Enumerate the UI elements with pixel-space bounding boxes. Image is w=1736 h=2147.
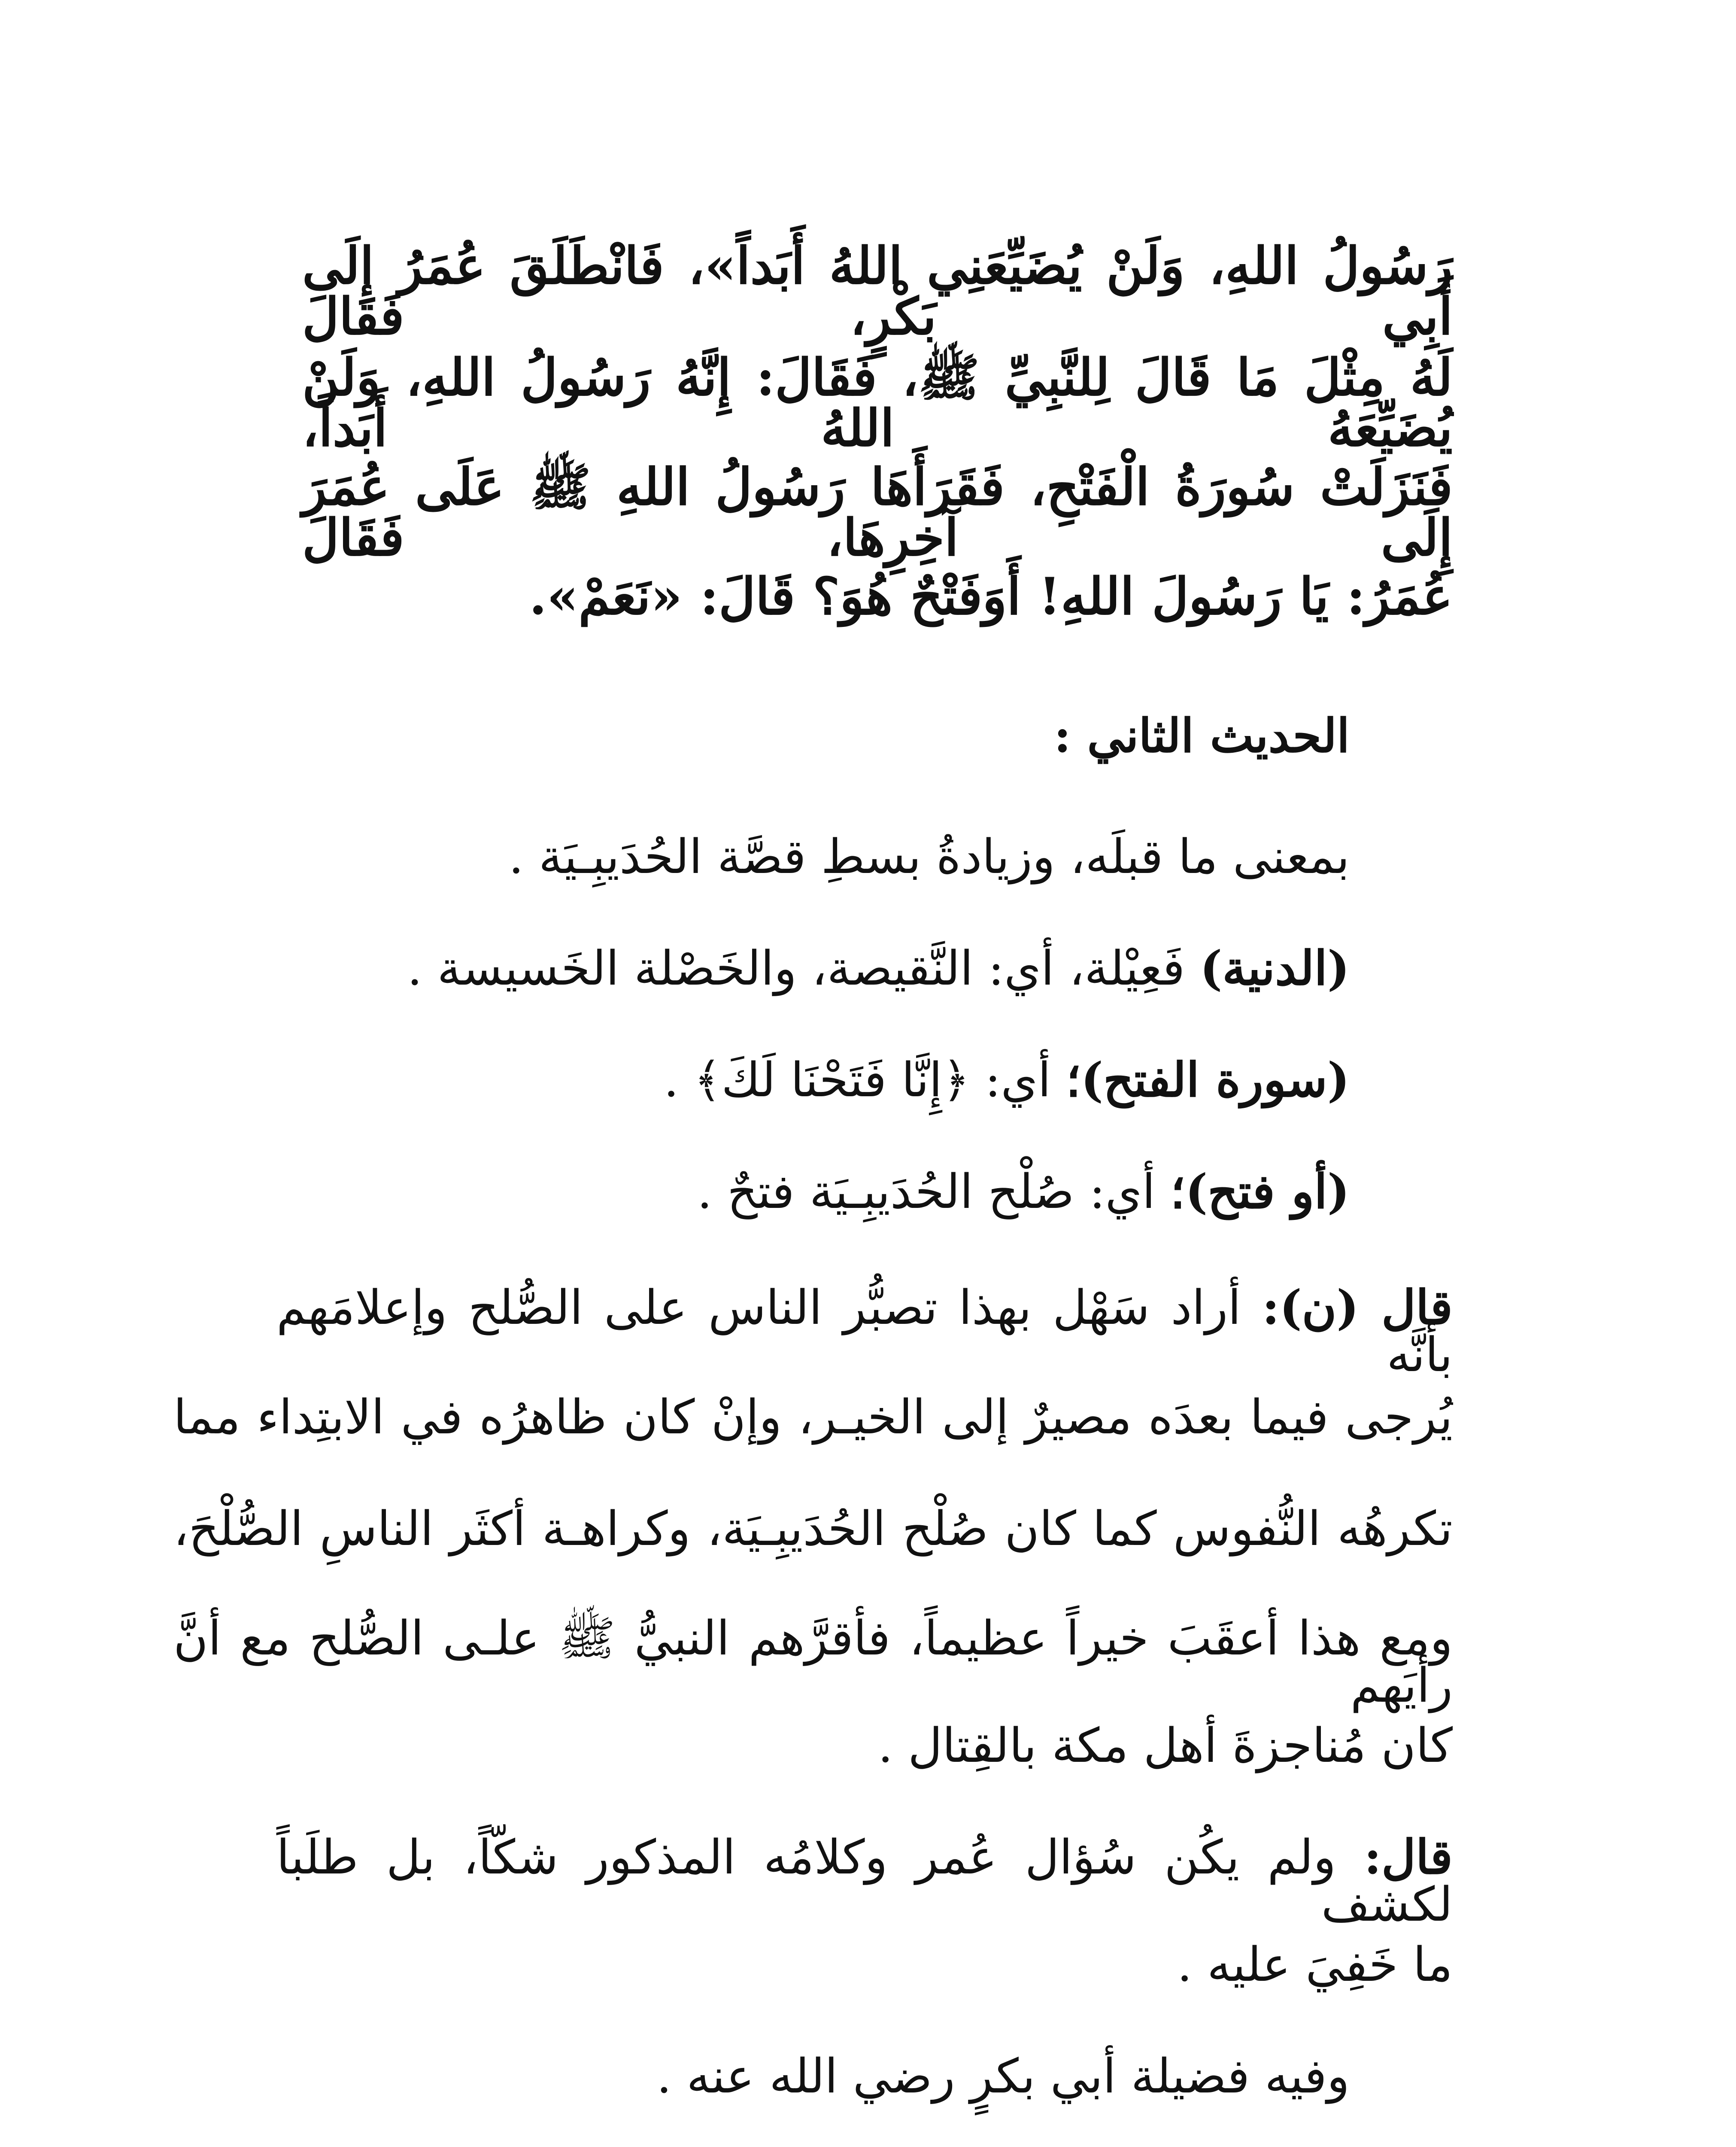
commentary-n-line-2: يُرجى فيما بعدَه مصيرٌ إلى الخيـر، وإنْ كان ظاهرُه في الابتِداء مما	[173, 1390, 1453, 1445]
section-heading: الحديث الثاني :	[1054, 709, 1350, 763]
gloss-surat-alfath	[664, 1052, 1350, 1107]
gloss-term: (الدنية)	[1200, 940, 1350, 996]
commentary-n-line-5: كان مُناجزةَ أهل مكة بالقِتال .	[878, 1718, 1453, 1773]
hadith-line-4: عُمَرُ: يَا رَسُولَ اللهِ! أَوَفَتْحٌ هُوَ؟ قَالَ: «نَعَمْ».	[529, 566, 1453, 626]
commentary-n-line-1	[276, 1280, 1453, 1382]
commentary-2-line-1	[276, 1829, 1453, 1932]
hadith-line-1: رَسُولُ اللهِ، وَلَنْ يُضَيِّعَنِي اللهُ أَبَداً»، فَانْطَلَقَ عُمَرُ إِلَى أَبِي بَكْرٍ، فَقَالَ	[302, 236, 1453, 346]
commentary-n-line-4: ومع هذا أعقَبَ خيراً عظيماً، فأقرَّهم النبيُّ ﷺ علـى الصُّلح مع أنَّ رأيَهم	[173, 1611, 1453, 1713]
hadith-line-2: لَهُ مِثْلَ مَا قَالَ لِلنَّبِيِّ ﷺ، فَقَالَ: إِنَّهُ رَسُولُ اللهِ، وَلَنْ يُضَيِّعَهُ اللهُ أَبَداً،	[302, 347, 1453, 458]
commentary-2-line-2: ما خَفِيَ عليه .	[1177, 1937, 1453, 1992]
gloss-text: أي: ﴿إِنَّا فَتَحْنَا لَكَ﴾ .	[664, 1052, 1066, 1107]
commentary-text: ولم يكُن سُؤال عُمر وكلامُه المذكور شكّاً، بل طلَباً لكشف	[276, 1830, 1453, 1932]
closing-line: وفيه فضيلة أبي بكرٍ رضي الله عنه .	[656, 2049, 1350, 2104]
gloss-term: (أو فتح)؛	[1170, 1164, 1350, 1219]
section-paragraph: بمعنى ما قبلَه، وزيادةُ بسطِ قصَّة الحُدَيبِـيَة .	[508, 829, 1350, 884]
gloss-text: أي: صُلْح الحُدَيبِـيَة فتحٌ .	[697, 1164, 1171, 1219]
commentary-n-line-3: تكرهُه النُّفوس كما كان صُلْح الحُدَيبِـيَة، وكراهـة أكثَر الناسِ الصُّلْحَ،	[173, 1501, 1453, 1556]
gloss-text: فَعِيْلة، أي: النَّقيصة، والخَصْلة الخَسيسة .	[407, 941, 1200, 996]
commentary-label: قال:	[1364, 1829, 1453, 1885]
commentary-text: أراد سَهْل بهذا تصبُّر الناس على الصُّلح وإعلامَهم بأنَّه	[276, 1280, 1453, 1382]
hadith-line-3: فَنَزَلَتْ سُورَةُ الْفَتْحِ، فَقَرَأَهَا رَسُولُ اللهِ ﷺ عَلَى عُمَرَ إِلَى آخِرِهَا، فَقَالَ	[302, 457, 1453, 567]
gloss-term: (سورة الفتح)؛	[1065, 1052, 1350, 1107]
gloss-dania	[407, 940, 1350, 996]
commentary-label: قال (ن):	[1262, 1280, 1453, 1335]
gloss-aw-fath	[697, 1164, 1350, 1219]
